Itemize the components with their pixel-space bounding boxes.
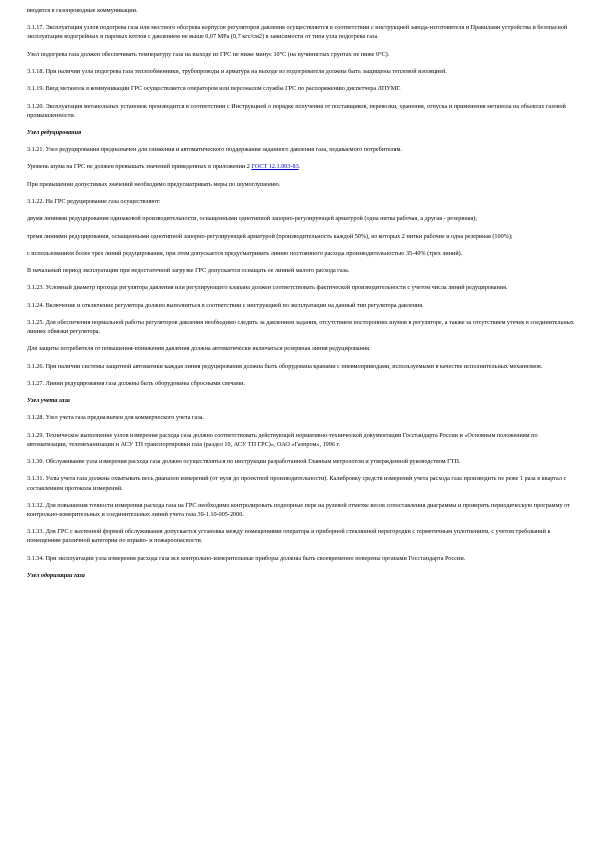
paragraph-3-1-34: 3.1.34. При эксплуатации узла измерения расхода газа все контрольно-измерительные приборы должны быть своевременно поверены органами Госстандарта России. bbox=[27, 554, 466, 562]
list-item: двумя линиями редуцирования одинаковой производительности, оснащенными однотипной запорно-регулирующей арматурой (одна нитка рабочая, а другая - резервная); bbox=[27, 215, 478, 223]
paragraph-3-1-33: 3.1.33. Для ГРС с вахтенной формой обслуживания допускается установка между помещениями оператора и приборной стеклянной перегородки с герметичным уплотнением, с учетом требований к помещениям различной категории по взрыво- и пожароопасности. bbox=[27, 528, 551, 545]
paragraph: Для защиты потребителя от повышения-понижения давления должна автоматически включаться резервная линия редуцирования. bbox=[27, 345, 371, 353]
paragraph-3-1-18: 3.1.18. При наличии узла подогрева газа теплообменники, трубопроводы и арматура на выходе из подогревателя должны быть защищены тепловой изоляцией. bbox=[27, 67, 447, 75]
paragraph-noise-level bbox=[27, 162, 575, 171]
paragraph-3-1-20: 3.1.20. Эксплуатация метанольных установок производится в соответствии с Инструкцией о порядке получения от поставщиков, перевозки, хранения, отпуска и применения метанола на объектах газовой промышленности. bbox=[27, 102, 566, 119]
paragraph-3-1-19: 3.1.19. Ввод метанола в коммуникации ГРС осуществляется оператором или персоналом службы ГРС по распоряжению диспетчера ЛПУМГ. bbox=[27, 85, 401, 93]
paragraph-3-1-31: 3.1.31. Узлы учета газа должны охватывать весь диапазон измерений (от нуля до проектной производительности). Калибровку средств измерений учета расхода газа производить не реже 1 раза в квартал с составлением протокола измерений. bbox=[27, 475, 567, 492]
paragraph-3-1-24: 3.1.24. Включение и отключение регулятора должно выполняться в соответствии с инструкцией по эксплуатации на данный тип регулятора давления. bbox=[27, 301, 424, 309]
paragraph: Узел подогрева газа должен обеспечивать температуру газа на выходе из ГРС не ниже минус 10°С (на пучинистых грунтах не ниже 0°С). bbox=[27, 50, 390, 58]
gost-link[interactable]: ГОСТ 12.1.003-83 bbox=[251, 163, 299, 171]
section-heading-odorization: Узел одоризации газа bbox=[27, 571, 85, 579]
paragraph: В начальный период эксплуатации при недостаточной загрузке ГРС допускается оснащать ее линией малого расхода газа. bbox=[27, 267, 350, 275]
paragraph-3-1-22: 3.1.22. На ГРС редуцирование газа осуществляют: bbox=[27, 198, 161, 205]
section-heading-reduction: Узел редуцирования bbox=[27, 128, 82, 136]
paragraph: вводятся в газопроводные коммуникации. bbox=[27, 7, 138, 14]
paragraph-text: Уровень шума на ГРС не должен превышать значений приведенных в приложении 2 bbox=[27, 163, 252, 171]
paragraph-3-1-30: 3.1.30. Обслуживание узла измерения расхода газа должно осуществляться по инструкции разработанной Главным метрологом и утвержденной руководством ГТП. bbox=[27, 458, 461, 466]
paragraph-3-1-17: 3.1.17. Эксплуатация узлов подогрева газа или местного обогрева корпусов регуляторов давления осуществляется в соответствии с инструкцией завода-изготовителя и Правилами устройства и безопасной эксплуатации водогрейных и паровых котлов с давлением не выше 0,07 MPa (0,7 кгс/см2) в зависимости от типа узла подогрева газа. bbox=[27, 24, 568, 41]
section-heading-gas-metering: Узел учета газа bbox=[27, 397, 70, 405]
paragraph-3-1-28: 3.1.28. Узел учета газа предназначен для коммерческого учета газа. bbox=[27, 414, 204, 422]
paragraph: При превышении допустимых значений необходимо предусматривать меры по шумоглушению. bbox=[27, 180, 281, 188]
document-page bbox=[27, 6, 575, 588]
paragraph-3-1-27: 3.1.27. Линии редуцирования газа должны быть оборудованы сбросными свечами. bbox=[27, 379, 245, 387]
list-item: тремя линиями редуцирования, оснащенными однотипной запорно-регулирующей арматурой (производительность каждой 50%), из которых 2 нитки рабочие и одна резервная (100%); bbox=[27, 232, 513, 240]
paragraph-tail: . bbox=[298, 163, 301, 171]
paragraph-3-1-25: 3.1.25. Для обеспечения нормальной работы регуляторов давления необходимо следить за давлением задания, отсутствием посторонних шумов в регуляторе, а также за отсутствием утечек в соединительных линиях обвязки регулятора. bbox=[27, 318, 574, 336]
paragraph-3-1-29: 3.1.29. Техническое выполнение узлов измерения расхода газа должно соответствовать действующей нормативно-технической документации Госстандарта России и «Основным положениям по автоматизации, телемеханизации и АСУ ТП транспортировки газа (раздел 10, АСУ ТП ГРС)», ОАО «Газпром», 1996 г. bbox=[27, 431, 538, 448]
paragraph-3-1-26: 3.1.26. При наличии системы защитной автоматики каждая линия редуцирования должна быть оборудована кранами с пневмоприводами, используемыми в качестве исполнительных механизмов. bbox=[27, 362, 543, 370]
paragraph-3-1-23: 3.1.23. Условный диаметр прохода регулятора давления или регулирующего клапана должен соответствовать фактической производительности с учетом числа линий редуцирования. bbox=[27, 284, 508, 292]
paragraph-3-1-32: 3.1.32. Для повышения точности измерения расхода газа на ГРС необходимо контролировать подпорные пере на рулевой отметке весов сопоставления диаграммы и проверять периодическую программу от контрольно-измерительных и соединительных линий учета газа 39-1.10-005-2000. bbox=[27, 501, 570, 518]
list-item: с использованием более трех линий редуцирования, при этом допускается предусматривать линию постоянного расхода производительностью 35-40% (трех линий). bbox=[27, 249, 463, 257]
paragraph-3-1-21: 3.1.21. Узел редуцирования предназначен для снижения и автоматического поддержания заданного давления газа, подаваемого потребителям. bbox=[27, 146, 402, 154]
